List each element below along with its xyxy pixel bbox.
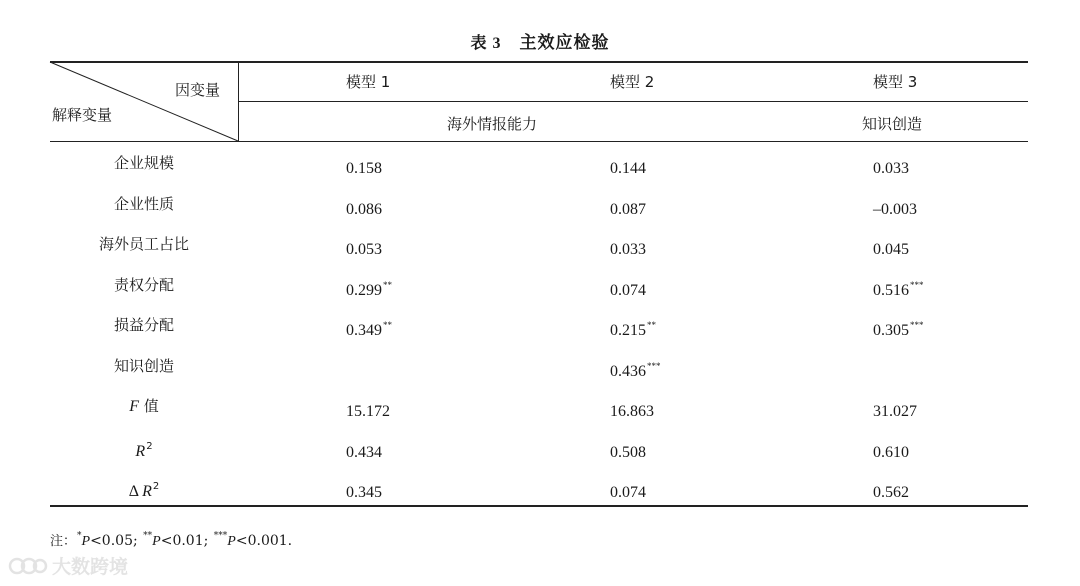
cell-model-2: 0.144 [610, 160, 646, 177]
row-label: 企业规模 [113, 154, 174, 172]
row-label: 海外员工占比 [98, 235, 189, 253]
cell-model-2: 0.436*** [610, 361, 661, 380]
row-label: 责权分配 [113, 276, 174, 294]
note-star: ** [143, 531, 153, 541]
note-star: * [77, 531, 82, 541]
cell-model-3: 0.045 [873, 241, 909, 258]
row-label: $R^2$ [135, 441, 153, 460]
cell-model-3 [873, 356, 874, 382]
cell-model-1 [346, 356, 347, 382]
row-label: 损益分配 [113, 316, 174, 334]
significance-star: *** [647, 361, 661, 371]
dependent-variable-label: 因变量 [175, 81, 221, 99]
row-label: Δ $R^2$ [128, 481, 160, 500]
cell-model-3: 0.305*** [873, 320, 924, 339]
note-threshold: <0.001. [235, 533, 293, 549]
note-p: P [227, 534, 236, 549]
significance-star: *** [910, 280, 924, 290]
row-label: 企业性质 [113, 195, 174, 213]
cell-model-1: 0.086 [346, 201, 382, 218]
significance-star: ** [647, 320, 656, 330]
significance-star: *** [910, 320, 924, 330]
row-label: F 值 [129, 397, 159, 415]
cell-model-1: 0.053 [346, 241, 382, 258]
dv-group-knowledge-creation: 知识创造 [862, 115, 923, 133]
cell-model-2: 0.215** [610, 320, 656, 339]
brand-logo-icon [8, 553, 48, 579]
note-p: P [152, 534, 161, 549]
model-2-header: 模型 2 [610, 73, 655, 91]
note-star: *** [213, 531, 228, 541]
cell-model-2: 0.033 [610, 241, 646, 258]
cell-model-2: 0.087 [610, 201, 646, 218]
cell-model-3: 0.516*** [873, 280, 924, 299]
dv-group-overseas-intelligence: 海外情报能力 [447, 115, 538, 133]
cell-model-2: 16.863 [610, 403, 654, 420]
cell-model-3: 0.562 [873, 484, 909, 501]
watermark-text: 大数跨境 [52, 556, 129, 578]
note-prefix: 注： [50, 534, 77, 549]
note-p: P [81, 534, 91, 549]
table-note [50, 530, 292, 550]
table-number: 表 3 [470, 35, 502, 52]
cell-model-3: 0.610 [873, 444, 909, 461]
cell-model-1: 0.158 [346, 160, 382, 177]
model-3-header: 模型 3 [873, 73, 918, 91]
cell-model-1: 0.434 [346, 444, 382, 461]
watermark [8, 552, 128, 579]
cell-model-1: 15.172 [346, 403, 390, 420]
significance-star: ** [383, 280, 392, 290]
significance-star: ** [383, 320, 392, 330]
cell-model-3: –0.003 [873, 201, 917, 218]
cell-model-1: 0.299** [346, 280, 392, 299]
explanatory-variable-label: 解释变量 [52, 106, 113, 124]
cell-model-3: 31.027 [873, 403, 917, 420]
cell-model-2: 0.074 [610, 282, 646, 299]
cell-model-2: 0.074 [610, 484, 646, 501]
cell-model-1: 0.349** [346, 320, 392, 339]
cell-model-2: 0.508 [610, 444, 646, 461]
note-threshold: <0.01; [160, 533, 213, 549]
cell-model-1: 0.345 [346, 484, 382, 501]
cell-model-3: 0.033 [873, 160, 909, 177]
note-threshold: <0.05; [90, 533, 143, 549]
row-label: 知识创造 [113, 357, 174, 375]
table-title: 主效应检验 [519, 33, 610, 53]
model-1-header: 模型 1 [346, 73, 391, 91]
